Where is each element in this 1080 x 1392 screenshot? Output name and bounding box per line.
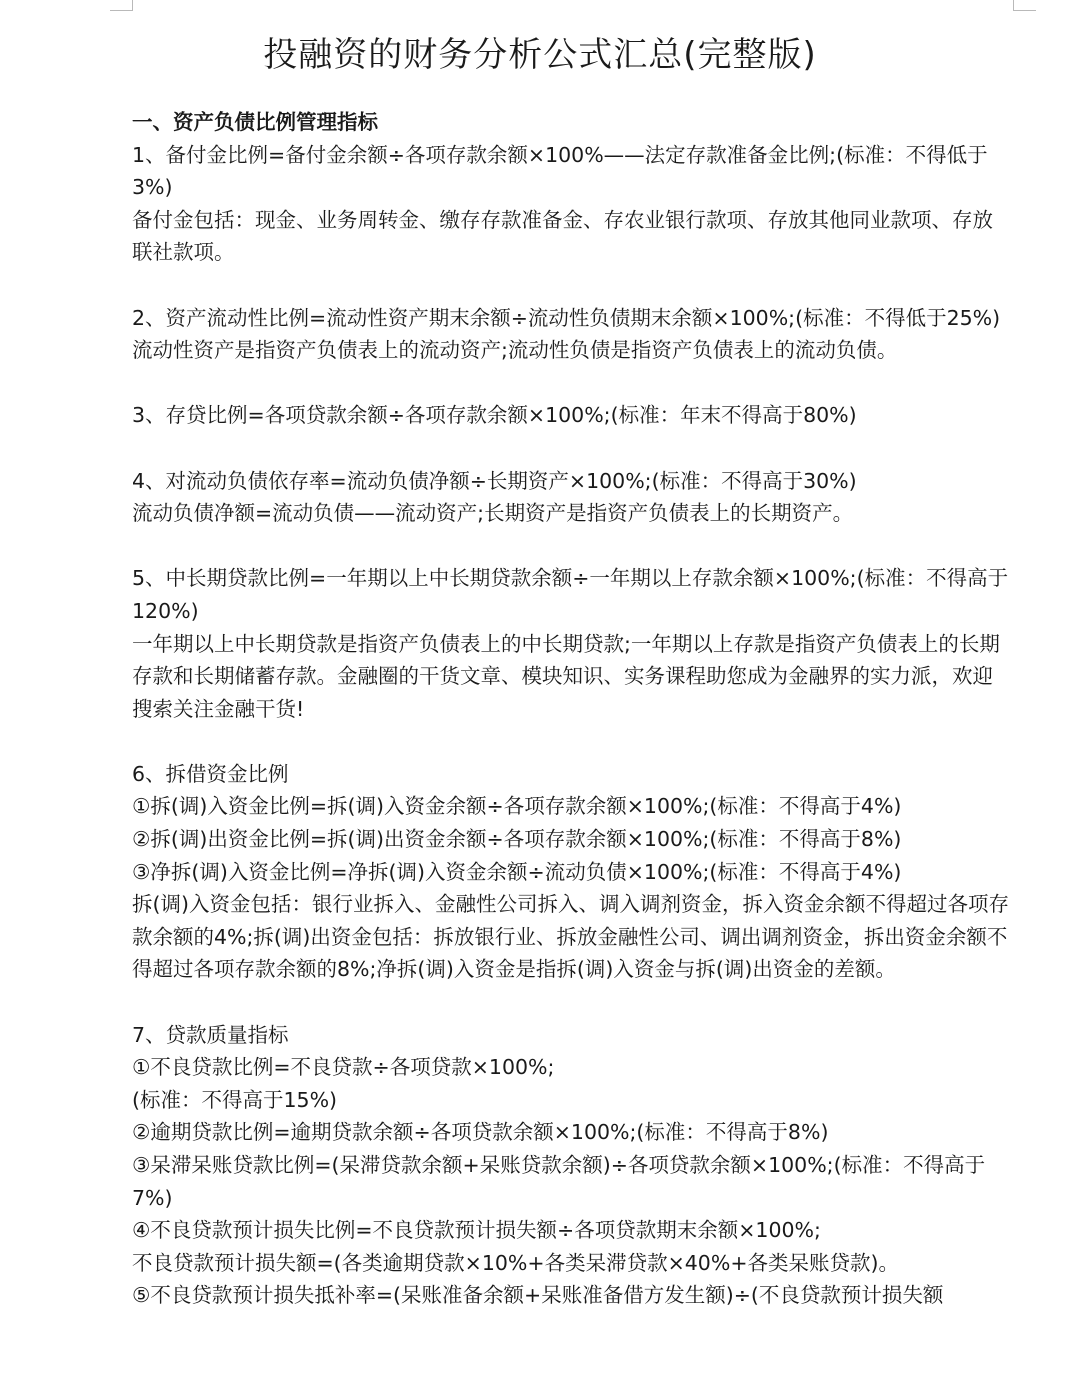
paragraph: ①拆(调)入资金比例=拆(调)入资金余额÷各项存款余额×100%;(标准：不得高于4%) [132, 794, 902, 819]
paragraph-gap [132, 269, 1012, 302]
page-corner-mark-right [1013, 0, 1036, 11]
paragraph: ④不良贷款预计损失比例=不良贷款预计损失额÷各项贷款期末余额×100%; [132, 1218, 821, 1243]
paragraph: ③净拆(调)入资金比例=净拆(调)入资金余额÷流动负债×100%;(标准：不得高于4%) [132, 859, 902, 884]
paragraph-gap [132, 367, 1012, 400]
paragraph-gap [132, 725, 1012, 758]
paragraph: 2、资产流动性比例=流动性资产期末余额÷流动性负债期末余额×100%;(标准：不得低于25%) [132, 305, 1001, 330]
document-body [132, 106, 1012, 1312]
paragraph-gap [132, 432, 1012, 465]
paragraph: ①不良贷款比例=不良贷款÷各项贷款×100%; [132, 1055, 555, 1080]
paragraph: 1、备付金比例=备付金余额÷各项存款余额×100%——法定存款准备金比例;(标准：不得低于3%) [132, 142, 988, 200]
paragraph: 拆(调)入资金包括：银行业拆入、金融性公司拆入、调入调剂资金，拆入资金余额不得超过各项存款余额的4%;拆(调)出资金包括：拆放银行业、拆放金融性公司、调出调剂资金，拆出资金余额不得超过各项存款余额的8%;净拆(调)入资金是指拆(调)入资金与拆(调)出资金的差额。 [132, 892, 1009, 982]
paragraph: 6、拆借资金比例 [132, 761, 289, 786]
paragraph: 5、中长期贷款比例=一年期以上中长期贷款余额÷一年期以上存款余额×100%;(标准：不得高于120%) [132, 566, 1009, 623]
paragraph: ②逾期贷款比例=逾期贷款余额÷各项贷款余额×100%;(标准：不得高于8%) [132, 1120, 829, 1145]
paragraph: ③呆滞呆账贷款比例=(呆滞贷款余额+呆账贷款余额)÷各项贷款余额×100%;(标准：不得高于7%) [132, 1153, 986, 1210]
paragraph: 3、存贷比例=各项贷款余额÷各项存款余额×100%;(标准：年末不得高于80%) [132, 403, 857, 428]
paragraph: 7、贷款质量指标 [132, 1022, 289, 1047]
paragraph: ⑤不良贷款预计损失抵补率=(呆账准备余额+呆账准备借方发生额)÷(不良贷款预计损失额 [132, 1283, 944, 1308]
paragraph: 流动负债净额=流动负债——流动资产;长期资产是指资产负债表上的长期资产。 [132, 501, 854, 526]
document-title: 投融资的财务分析公式汇总(完整版) [263, 35, 817, 75]
paragraph: 不良贷款预计损失额=(各类逾期贷款×10%+各类呆滞贷款×40%+各类呆账贷款)。 [132, 1250, 900, 1275]
section-heading: 一、资产负债比例管理指标 [132, 110, 378, 134]
paragraph: 一年期以上中长期贷款是指资产负债表上的中长期贷款;一年期以上存款是指资产负债表上的长期存款和长期储蓄存款。金融圈的干货文章、模块知识、实务课程助您成为金融界的实力派，欢迎搜索关注金融干货! [132, 631, 1000, 721]
paragraph-gap [132, 986, 1012, 1019]
paragraph: 备付金包括：现金、业务周转金、缴存存款准备金、存农业银行款项、存放其他同业款项、存放联社款项。 [132, 207, 993, 265]
paragraph: (标准：不得高于15%) [132, 1087, 338, 1112]
paragraph: 流动性资产是指资产负债表上的流动资产;流动性负债是指资产负债表上的流动负债。 [132, 338, 898, 363]
paragraph: 4、对流动负债依存率=流动负债净额÷长期资产×100%;(标准：不得高于30%) [132, 468, 857, 493]
paragraph-gap [132, 530, 1012, 563]
paragraph: ②拆(调)出资金比例=拆(调)出资金余额÷各项存款余额×100%;(标准：不得高于8%) [132, 827, 902, 852]
page-corner-mark-left [110, 0, 133, 11]
